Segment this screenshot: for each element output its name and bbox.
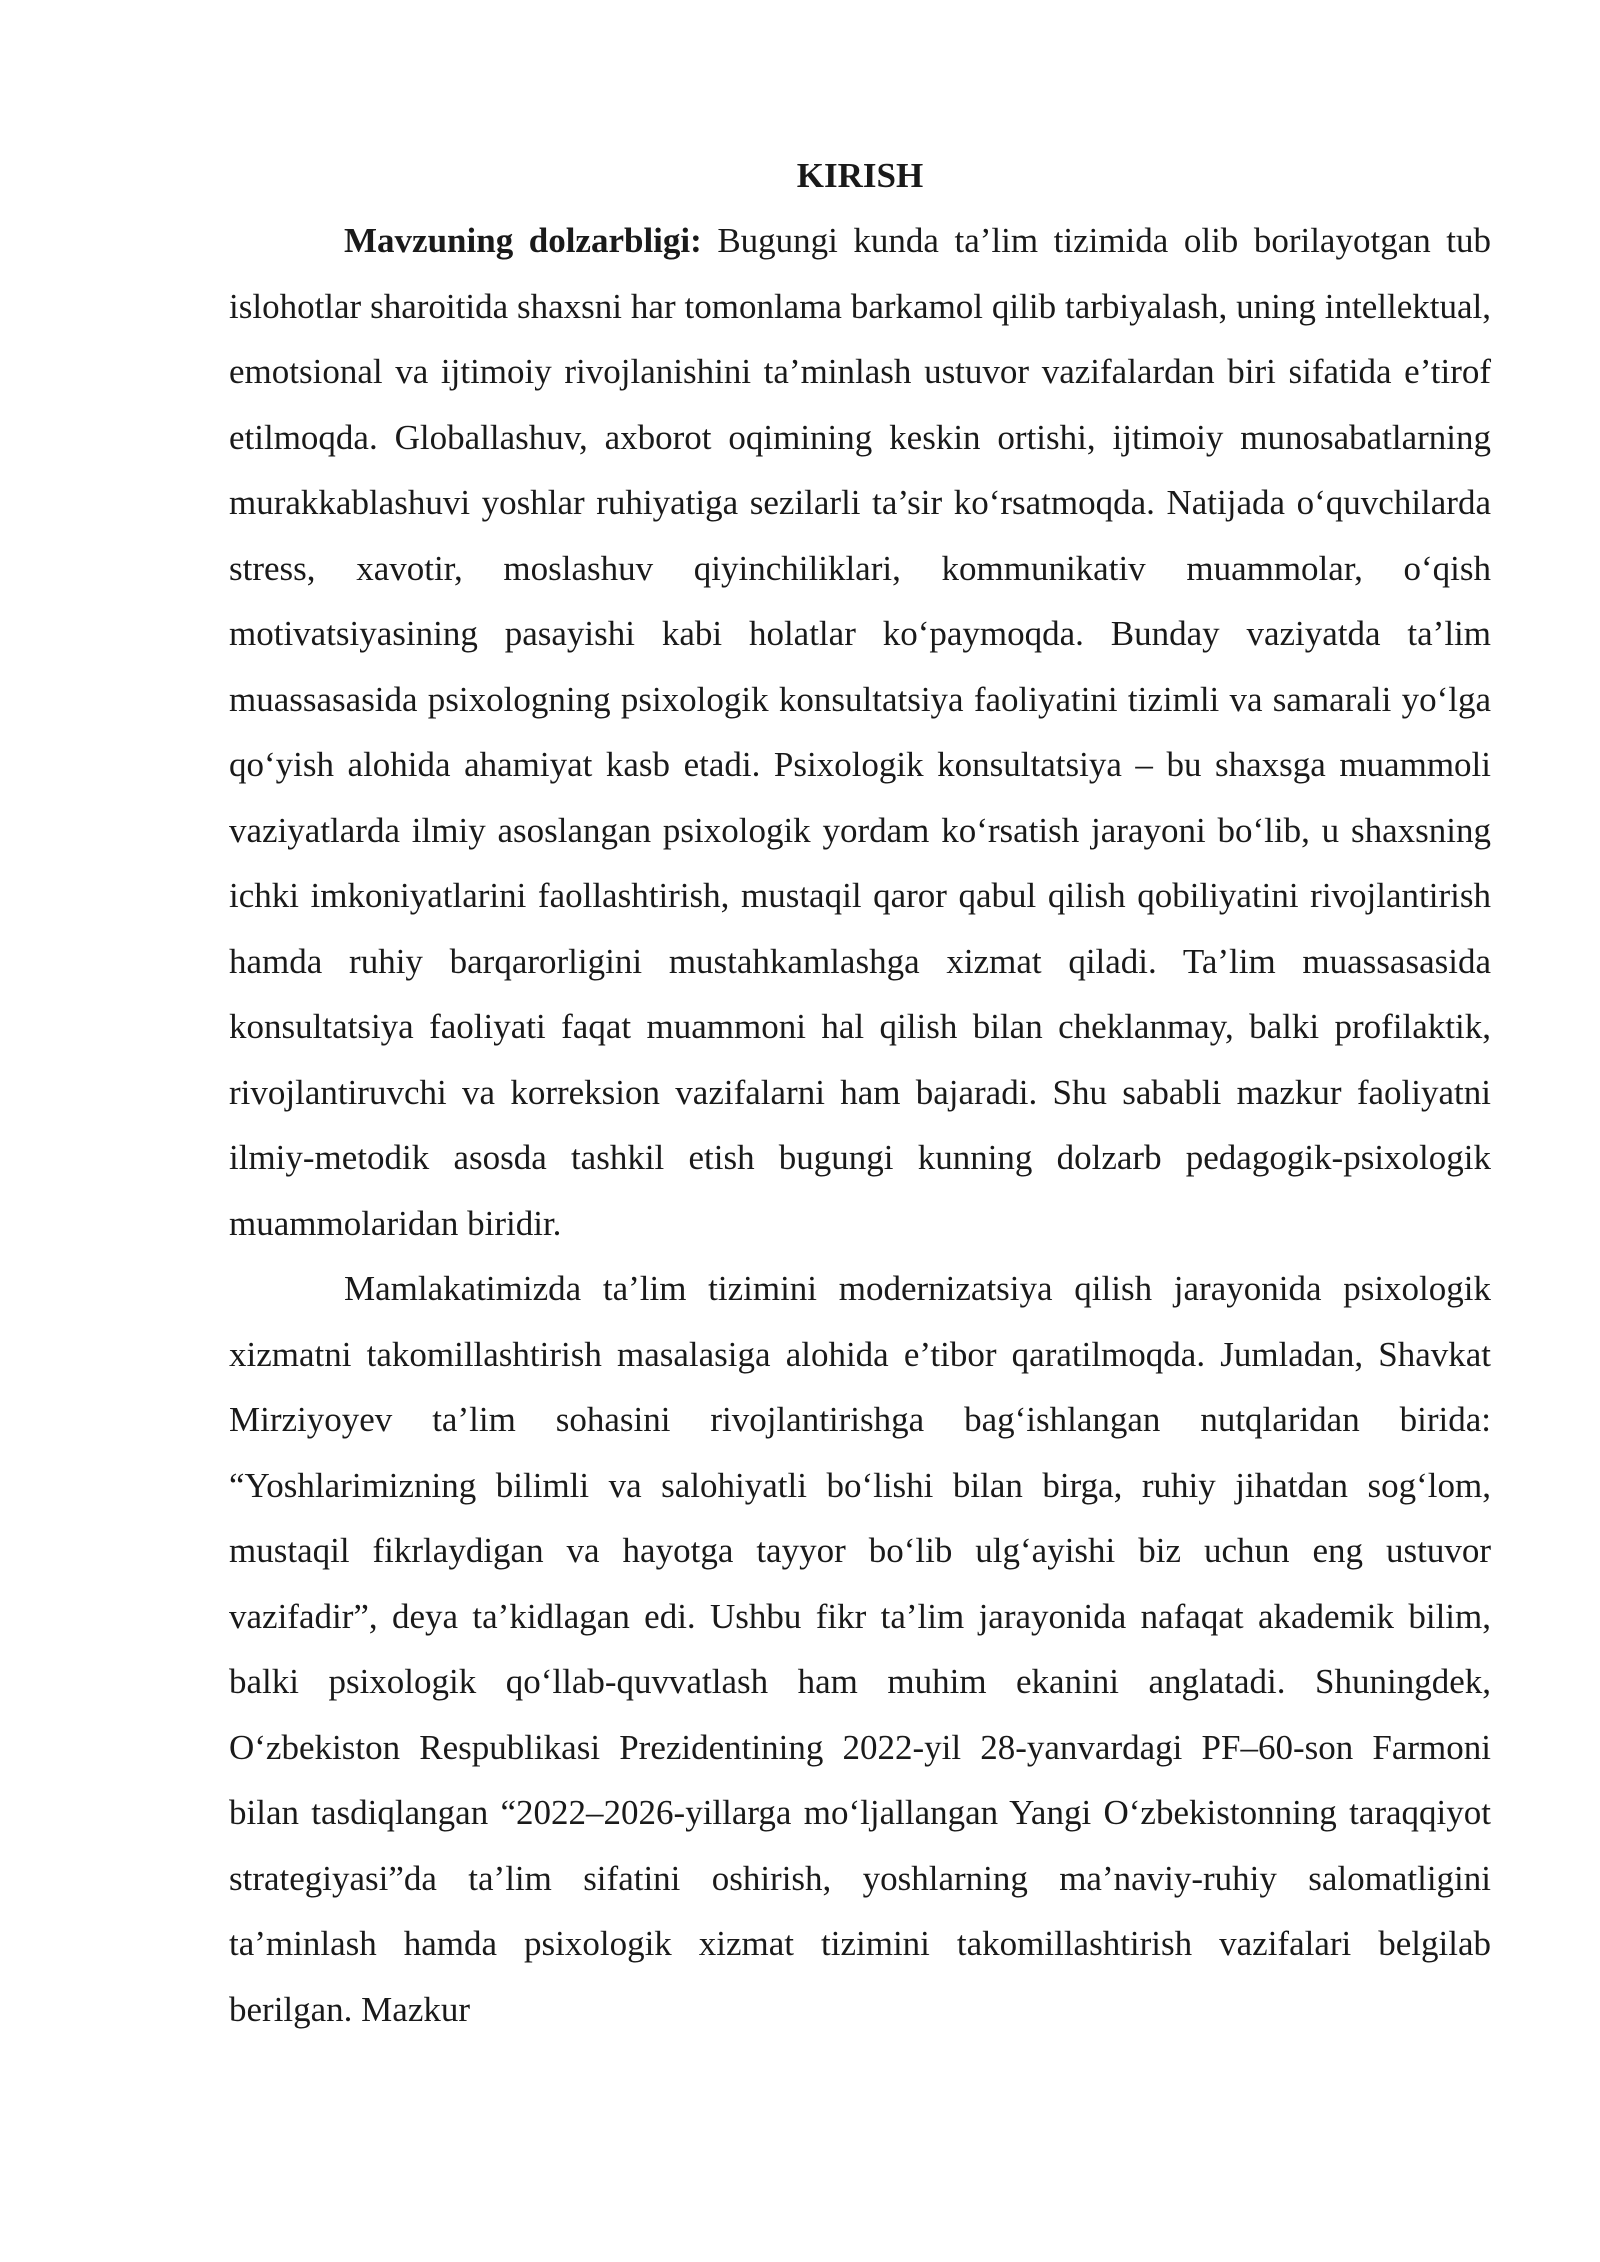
paragraph-text: Mamlakatimizda ta’lim tizimini modernizatsiya qilish jarayonida psixologik xizmatni takomillashtirish masalasiga alohida e’tibor qaratilmoqda. Jumladan, Shavkat Mirziyoyev ta’lim sohasini rivojlantirishga bag‘ishlangan nutqlaridan birida: “Yoshlarimizning bilimli va salohiyatli bo‘lishi bilan birga, ruhiy jihatdan sog‘lom, mustaqil fikrlaydigan va hayotga tayyor bo‘lib ulg‘ayishi biz uchun eng ustuvor vazifadir”, deya ta’kidlagan edi. Ushbu fikr ta’lim jarayonida nafaqat akademik bilim, balki psixologik qo‘llab-quvvatlash ham muhim ekanini anglatadi. Shuningdek, O‘zbekiston Respublikasi Prezidentining 2022-yil 28-yanvardagi PF–60-son Farmoni bilan tasdiqlangan “2022–2026-yillarga mo‘ljallangan Yangi O‘zbekistonning taraqqiyot strategiyasi”da ta’lim sifatini oshirish, yoshlarning ma’naviy-ruhiy salomatligini ta’minlash hamda psixologik xizmat tizimini takomillashtirish vazifalari belgilab berilgan. Mazkur [229, 1269, 1491, 2029]
document-page [229, 150, 1491, 2042]
section-title: KIRISH [796, 156, 924, 195]
paragraph-modernization [229, 1256, 1491, 2042]
paragraph-text: Bugungi kunda ta’lim tizimida olib borilayotgan tub islohotlar sharoitida shaxsni har tomonlama barkamol qilib tarbiyalash, uning intellektual, emotsional va ijtimoiy rivojlanishini ta’minlash ustuvor vazifalardan biri sifatida e’tirof etilmoqda. Globallashuv, axborot oqimining keskin ortishi, ijtimoiy munosabatlarning murakkablashuvi yoshlar ruhiyatiga sezilarli ta’sir ko‘rsatmoqda. Natijada o‘quvchilarda stress, xavotir, moslashuv qiyinchiliklari, kommunikativ muammolar, o‘qish motivatsiyasining pasayishi kabi holatlar ko‘paymoqda. Bunday vaziyatda ta’lim muassasasida psixologning psixologik konsultatsiya faoliyatini tizimli va samarali yo‘lga qo‘yish alohida ahamiyat kasb etadi. Psixologik konsultatsiya – bu shaxsga muammoli vaziyatlarda ilmiy asoslangan psixologik yordam ko‘rsatish jarayoni bo‘lib, u shaxsning ichki imkoniyatlarini faollashtirish, mustaqil qaror qabul qilish qobiliyatini rivojlantirish hamda ruhiy barqarorligini mustahkamlashga xizmat qiladi. Ta’lim muassasasida konsultatsiya faoliyati faqat muammoni hal qilish bilan cheklanmay, balki profilaktik, rivojlantiruvchi va korreksion vazifalarni ham bajaradi. Shu sababli mazkur faoliyatni ilmiy-metodik asosda tashkil etish bugungi kunning dolzarb pedagogik-psixologik muammolaridan biridir. [229, 221, 1491, 1243]
paragraph-relevance [229, 208, 1491, 1256]
paragraph-lead: Mavzuning dolzarbligi: [344, 221, 702, 260]
